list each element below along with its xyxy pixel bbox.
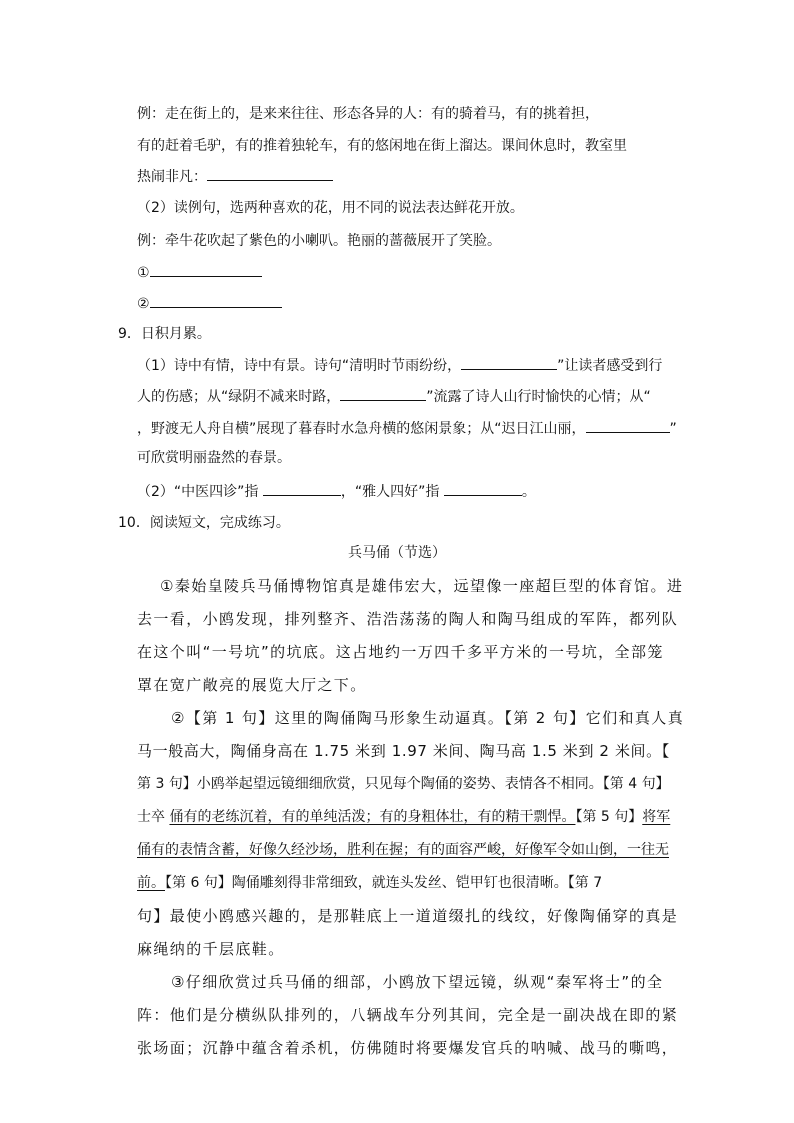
underlined-sentence: 俑有的老练沉着，有的单纯活泼；有的身粗体壮，有的精干剽悍。 — [169, 809, 576, 825]
answer-blank[interactable] — [150, 293, 282, 308]
q9-p2 — [137, 481, 536, 502]
text-segment: （2）“中医四诊”指 — [137, 484, 259, 500]
q8-2-item-2 — [137, 293, 282, 314]
answer-blank[interactable] — [340, 386, 426, 401]
para1-line: 去一看，小鸥发现，排列整齐、浩浩荡荡的陶人和陶马组成的军阵，都列队 — [137, 610, 679, 628]
para1-line: ①秦始皇陵兵马俑博物馆真是雄伟宏大，远望像一座超巨型的体育馆。进 — [160, 577, 684, 595]
q9-title: 9．日积月累。 — [118, 326, 211, 342]
text-segment: 士卒 — [137, 809, 170, 825]
answer-blank[interactable] — [207, 166, 333, 181]
answer-blank[interactable] — [586, 418, 670, 433]
para2-line: ②【第 1 句】这里的陶俑陶马形象生动逼真。【第 2 句】它们和真人真 — [171, 709, 685, 727]
example-line-1: 例：走在街上的，是来来往往、形态各异的人：有的骑着马，有的挑着担， — [137, 106, 599, 122]
q8-2-item-1 — [137, 262, 262, 283]
text-segment: 。 — [521, 484, 536, 500]
item-marker: ② — [137, 296, 150, 312]
underlined-sentence: 俑有的表情含蓄，好像久经沙场，胜利在握；有的面容严峻，好像军令如山倒，一往无 — [137, 842, 669, 858]
q8-2-example: 例：牵牛花吹起了紫色的小喇叭。艳丽的蔷薇展开了笑脸。 — [137, 233, 501, 249]
para2-line — [137, 840, 669, 860]
example-line-3 — [137, 166, 333, 187]
para3-line: 张场面；沉静中蕴含着杀机，仿佛随时将要爆发官兵的呐喊、战马的嘶鸣， — [137, 1039, 679, 1057]
text-segment: 【第 5 句】 — [575, 809, 643, 825]
text-segment: 【第 6 句】陶俑雕刻得非常细致，就连头发丝、铠甲钉也很清晰。【第 7 — [165, 875, 603, 891]
text-segment: ”让读者感受到行 — [557, 358, 663, 374]
text-segment: （1）诗中有情，诗中有景。诗句“清明时节雨纷纷， — [137, 358, 462, 374]
para3-line: 阵：他们是分横纵队排列的，八辆战车分列其间，完全是一副决战在即的紧 — [137, 1006, 679, 1024]
underlined-sentence: 前。 — [137, 875, 165, 891]
text-segment: 人的伤感；从“绿阴不减来时路， — [137, 389, 341, 405]
answer-blank[interactable] — [263, 481, 341, 496]
q9-p1-line-4: 可欣赏明丽盎然的春景。 — [137, 450, 291, 466]
example-line-2: 有的赶着毛驴，有的推着独轮车，有的悠闲地在街上溜达。课间休息时，教室里 — [137, 138, 627, 154]
para2-line: 马一般高大，陶俑身高在 1.75 米到 1.97 米间、陶马高 1.5 米到 2 米间。【 — [137, 742, 670, 760]
q9-p1-line-2 — [137, 386, 651, 407]
text-segment: ，野渡无人舟自横”展现了暮春时水急舟横的悠闲景象；从“迟日江山丽， — [137, 421, 586, 437]
passage-title: 兵马俑（节选） — [348, 545, 446, 561]
text-segment: ” — [669, 421, 677, 437]
q9-p1-line-1 — [137, 355, 662, 376]
example-line-3-text: 热闹非凡： — [137, 169, 207, 185]
para2-line: 句】最使小鸥感兴趣的，是那鞋底上一道道缀扎的线纹，好像陶俑穿的真是 — [137, 907, 679, 925]
para2-line: 麻绳纳的千层底鞋。 — [137, 940, 285, 958]
q10-title: 10．阅读短文，完成练习。 — [118, 515, 290, 531]
para3-line: ③仔细欣赏过兵马俑的细部，小鸥放下望远镜，纵观“秦军将士”的全 — [171, 973, 664, 991]
underlined-sentence: 将军 — [642, 809, 671, 825]
answer-blank[interactable] — [461, 355, 557, 370]
item-marker: ① — [137, 265, 150, 281]
q9-p1-line-3 — [137, 418, 677, 439]
answer-blank[interactable] — [150, 262, 262, 277]
answer-blank[interactable] — [444, 481, 522, 496]
q8-2-prompt: （2）读例句，选两种喜欢的花，用不同的说法表达鲜花开放。 — [137, 200, 524, 216]
text-segment: ，“雅人四好”指 — [340, 484, 440, 500]
para2-line: 第 3 句】小鸥举起望远镜细细欣赏，只见每个陶俑的姿势、表情各不相同。【第 4 句】 — [137, 776, 670, 792]
para1-line: 罩在宽广敞亮的展览大厅之下。 — [137, 676, 367, 694]
para2-line — [137, 807, 670, 827]
para2-line — [137, 873, 602, 893]
para1-line: 在这个叫“一号坑”的坑底。这占地约一万四千多平方米的一号坑，全部笼 — [137, 643, 664, 661]
text-segment: ”流露了诗人山行时愉快的心情；从“ — [426, 389, 651, 405]
